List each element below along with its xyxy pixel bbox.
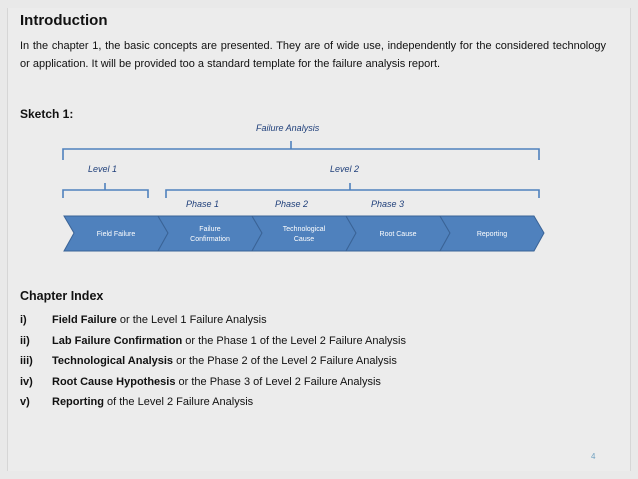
sketch-label: Sketch 1: xyxy=(20,107,74,121)
brace-level-2 xyxy=(166,183,539,198)
item-description: or the Phase 1 of the Level 2 Failure Analysis xyxy=(182,334,406,347)
item-title: Lab Failure Confirmation xyxy=(52,334,183,347)
step-root-cause-label: Root Cause xyxy=(379,231,417,238)
label-level-2: Level 2 xyxy=(330,164,360,174)
label-failure-analysis: Failure Analysis xyxy=(256,123,320,133)
item-number: v) xyxy=(20,396,30,408)
item-title: Reporting xyxy=(52,396,104,408)
list-item xyxy=(20,351,406,372)
item-number: iii) xyxy=(20,355,33,367)
step-failure-confirmation-line2: Confirmation xyxy=(190,236,230,243)
item-title: Field Failure xyxy=(52,314,117,326)
list-item xyxy=(20,331,406,352)
item-title: Root Cause Hypothesis xyxy=(52,375,176,388)
item-title: Technological Analysis xyxy=(52,355,174,367)
label-level-1: Level 1 xyxy=(88,164,118,174)
item-number: ii) xyxy=(20,334,30,347)
list-item xyxy=(20,310,406,331)
item-description: or the Phase 3 of Level 2 Failure Analysis xyxy=(175,375,381,388)
item-description: of the Level 2 Failure Analysis xyxy=(103,396,254,408)
step-technological-cause-line2: Cause xyxy=(293,236,315,243)
item-number: i) xyxy=(20,314,27,326)
step-failure-confirmation-line1: Failure xyxy=(199,226,221,233)
brace-level-1 xyxy=(63,183,148,198)
item-number: iv) xyxy=(20,375,33,388)
chevron-failure-confirmation xyxy=(158,216,262,251)
label-phase-3: Phase 3 xyxy=(371,199,405,209)
step-technological-cause-line1: Technological xyxy=(282,226,326,233)
intro-paragraph: In the chapter 1, the basic concepts are presented. They are of wide use, independently for the considered technology or application. It will be provided too a standard template for the failure analysis report. xyxy=(20,40,606,70)
list-item xyxy=(20,372,406,393)
brace-failure-analysis xyxy=(63,141,539,160)
step-reporting-label: Reporting xyxy=(476,231,508,238)
chevron-technological-cause xyxy=(252,216,356,251)
page-number: 4 xyxy=(591,452,596,461)
slide-title: Introduction xyxy=(20,12,108,29)
list-item xyxy=(20,392,406,413)
chapter-index-list xyxy=(20,310,406,413)
step-field-failure-label: Field Failure xyxy=(96,231,136,238)
label-phase-1: Phase 1 xyxy=(186,199,220,209)
item-description: or the Phase 2 of the Level 2 Failure Analysis xyxy=(173,355,397,367)
process-chevrons xyxy=(64,216,544,251)
label-phase-2: Phase 2 xyxy=(275,199,309,209)
item-description: or the Level 1 Failure Analysis xyxy=(116,314,267,326)
chapter-index-title: Chapter Index xyxy=(20,289,104,303)
